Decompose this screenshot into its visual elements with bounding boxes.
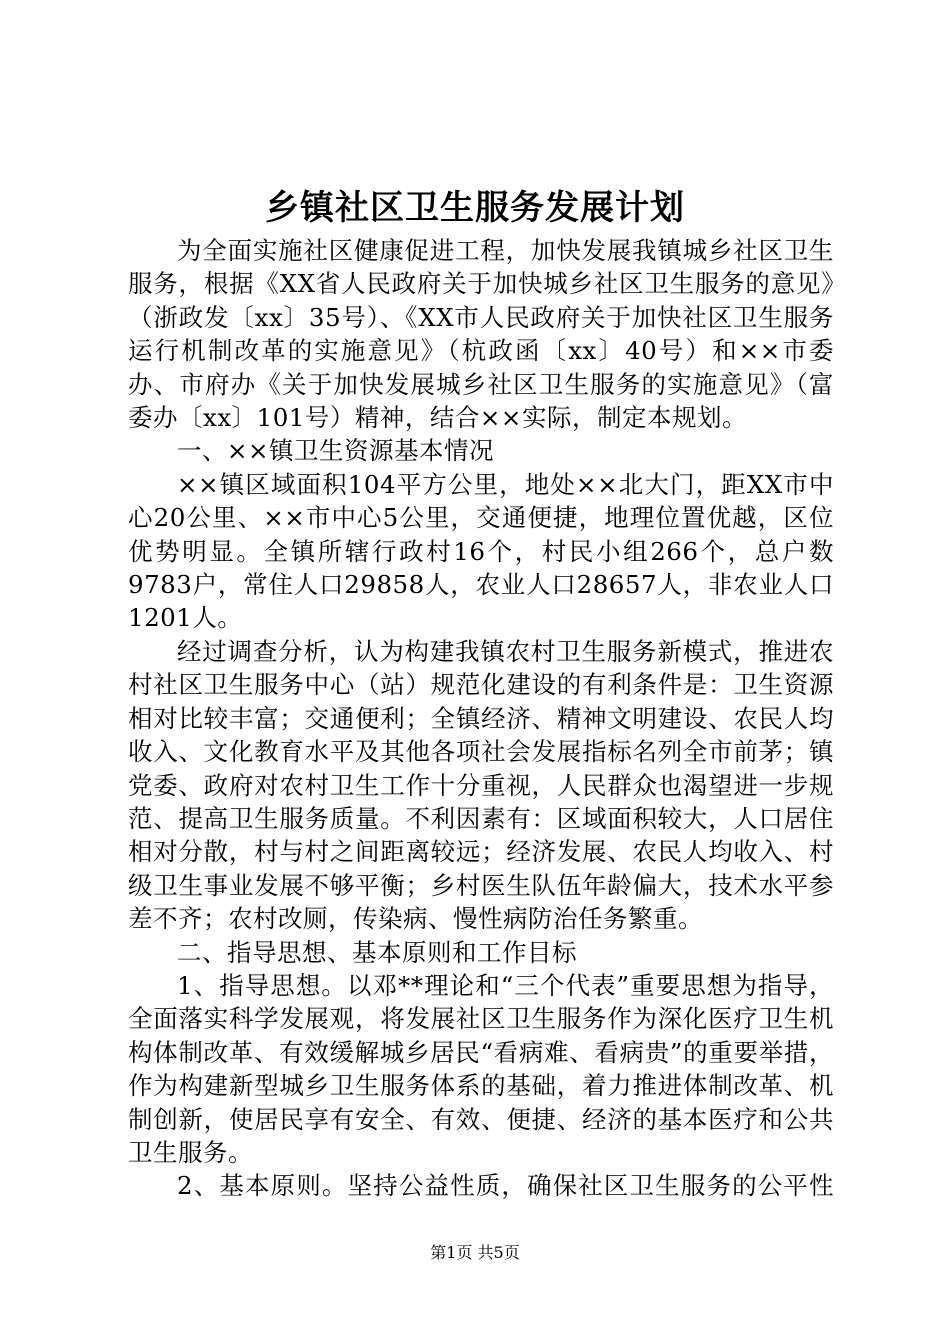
section-heading-2: 二、指导思想、基本原则和工作目标 (177, 937, 577, 967)
paragraph-guiding-thought: 1、指导思想。以邓**理论和“三个代表”重要思想为指导，全面落实科学发展观，将发展社区卫生服务作为深化医疗卫生机构体制改革、有效缓解城乡居民“看病难、看病贵”的重要举措，作为构建新型城乡卫生服务体系的基础，着力推进体制改革、机制创新，使居民享有安全、有效、便捷、经济的基本医疗和公共卫生服务。 (128, 970, 834, 1167)
paragraph-basic-principle: 2、基本原则。坚持公益性质，确保社区卫生服务的公平性 (177, 1171, 834, 1201)
document-body (128, 234, 834, 1203)
section-heading-1: 一、××镇卫生资源基本情况 (177, 436, 495, 466)
paragraph-analysis: 经过调查分析，认为构建我镇农村卫生服务新模式，推进农村社区卫生服务中心（站）规范化建设的有利条件是：卫生资源相对比较丰富；交通便利；全镇经济、精神文明建设、农民人均收入、文化教育水平及其他各项社会发展指标名列全市前茅；镇党委、政府对农村卫生工作十分重视，人民群众也渴望进一步规范、提高卫生服务质量。不利因素有：区域面积较大，人口居住相对分散，村与村之间距离较远；经济发展、农民人均收入、村级卫生事业发展不够平衡；乡村医生队伍年龄偏大，技术水平参差不齐；农村改厕，传染病、慢性病防治任务繁重。 (128, 636, 834, 934)
document-title: 乡镇社区卫生服务发展计划 (265, 188, 685, 228)
paragraph-intro: 为全面实施社区健康促进工程，加快发展我镇城乡社区卫生服务，根据《XX省人民政府关于加快城乡社区卫生服务的意见》（浙政发〔xx〕35号）、《XX市人民政府关于加快社区卫生服务运行机制改革的实施意见》（杭政函〔xx〕40号）和××市委办、市府办《关于加快发展城乡社区卫生服务的实施意见》（富委办〔xx〕101号）精神，结合××实际，制定本规划。 (128, 236, 834, 433)
page-number: 第1页 共5页 (430, 1243, 520, 1262)
paragraph-basic-info: ××镇区域面积104平方公里，地处××北大门，距XX市中心20公里、××市中心5公里，交通便捷，地理位置优越，区位优势明显。全镇所辖行政村16个，村民小组266个，总户数9783户，常住人口29858人，农业人口28657人，非农业人口1201人。 (128, 469, 834, 633)
